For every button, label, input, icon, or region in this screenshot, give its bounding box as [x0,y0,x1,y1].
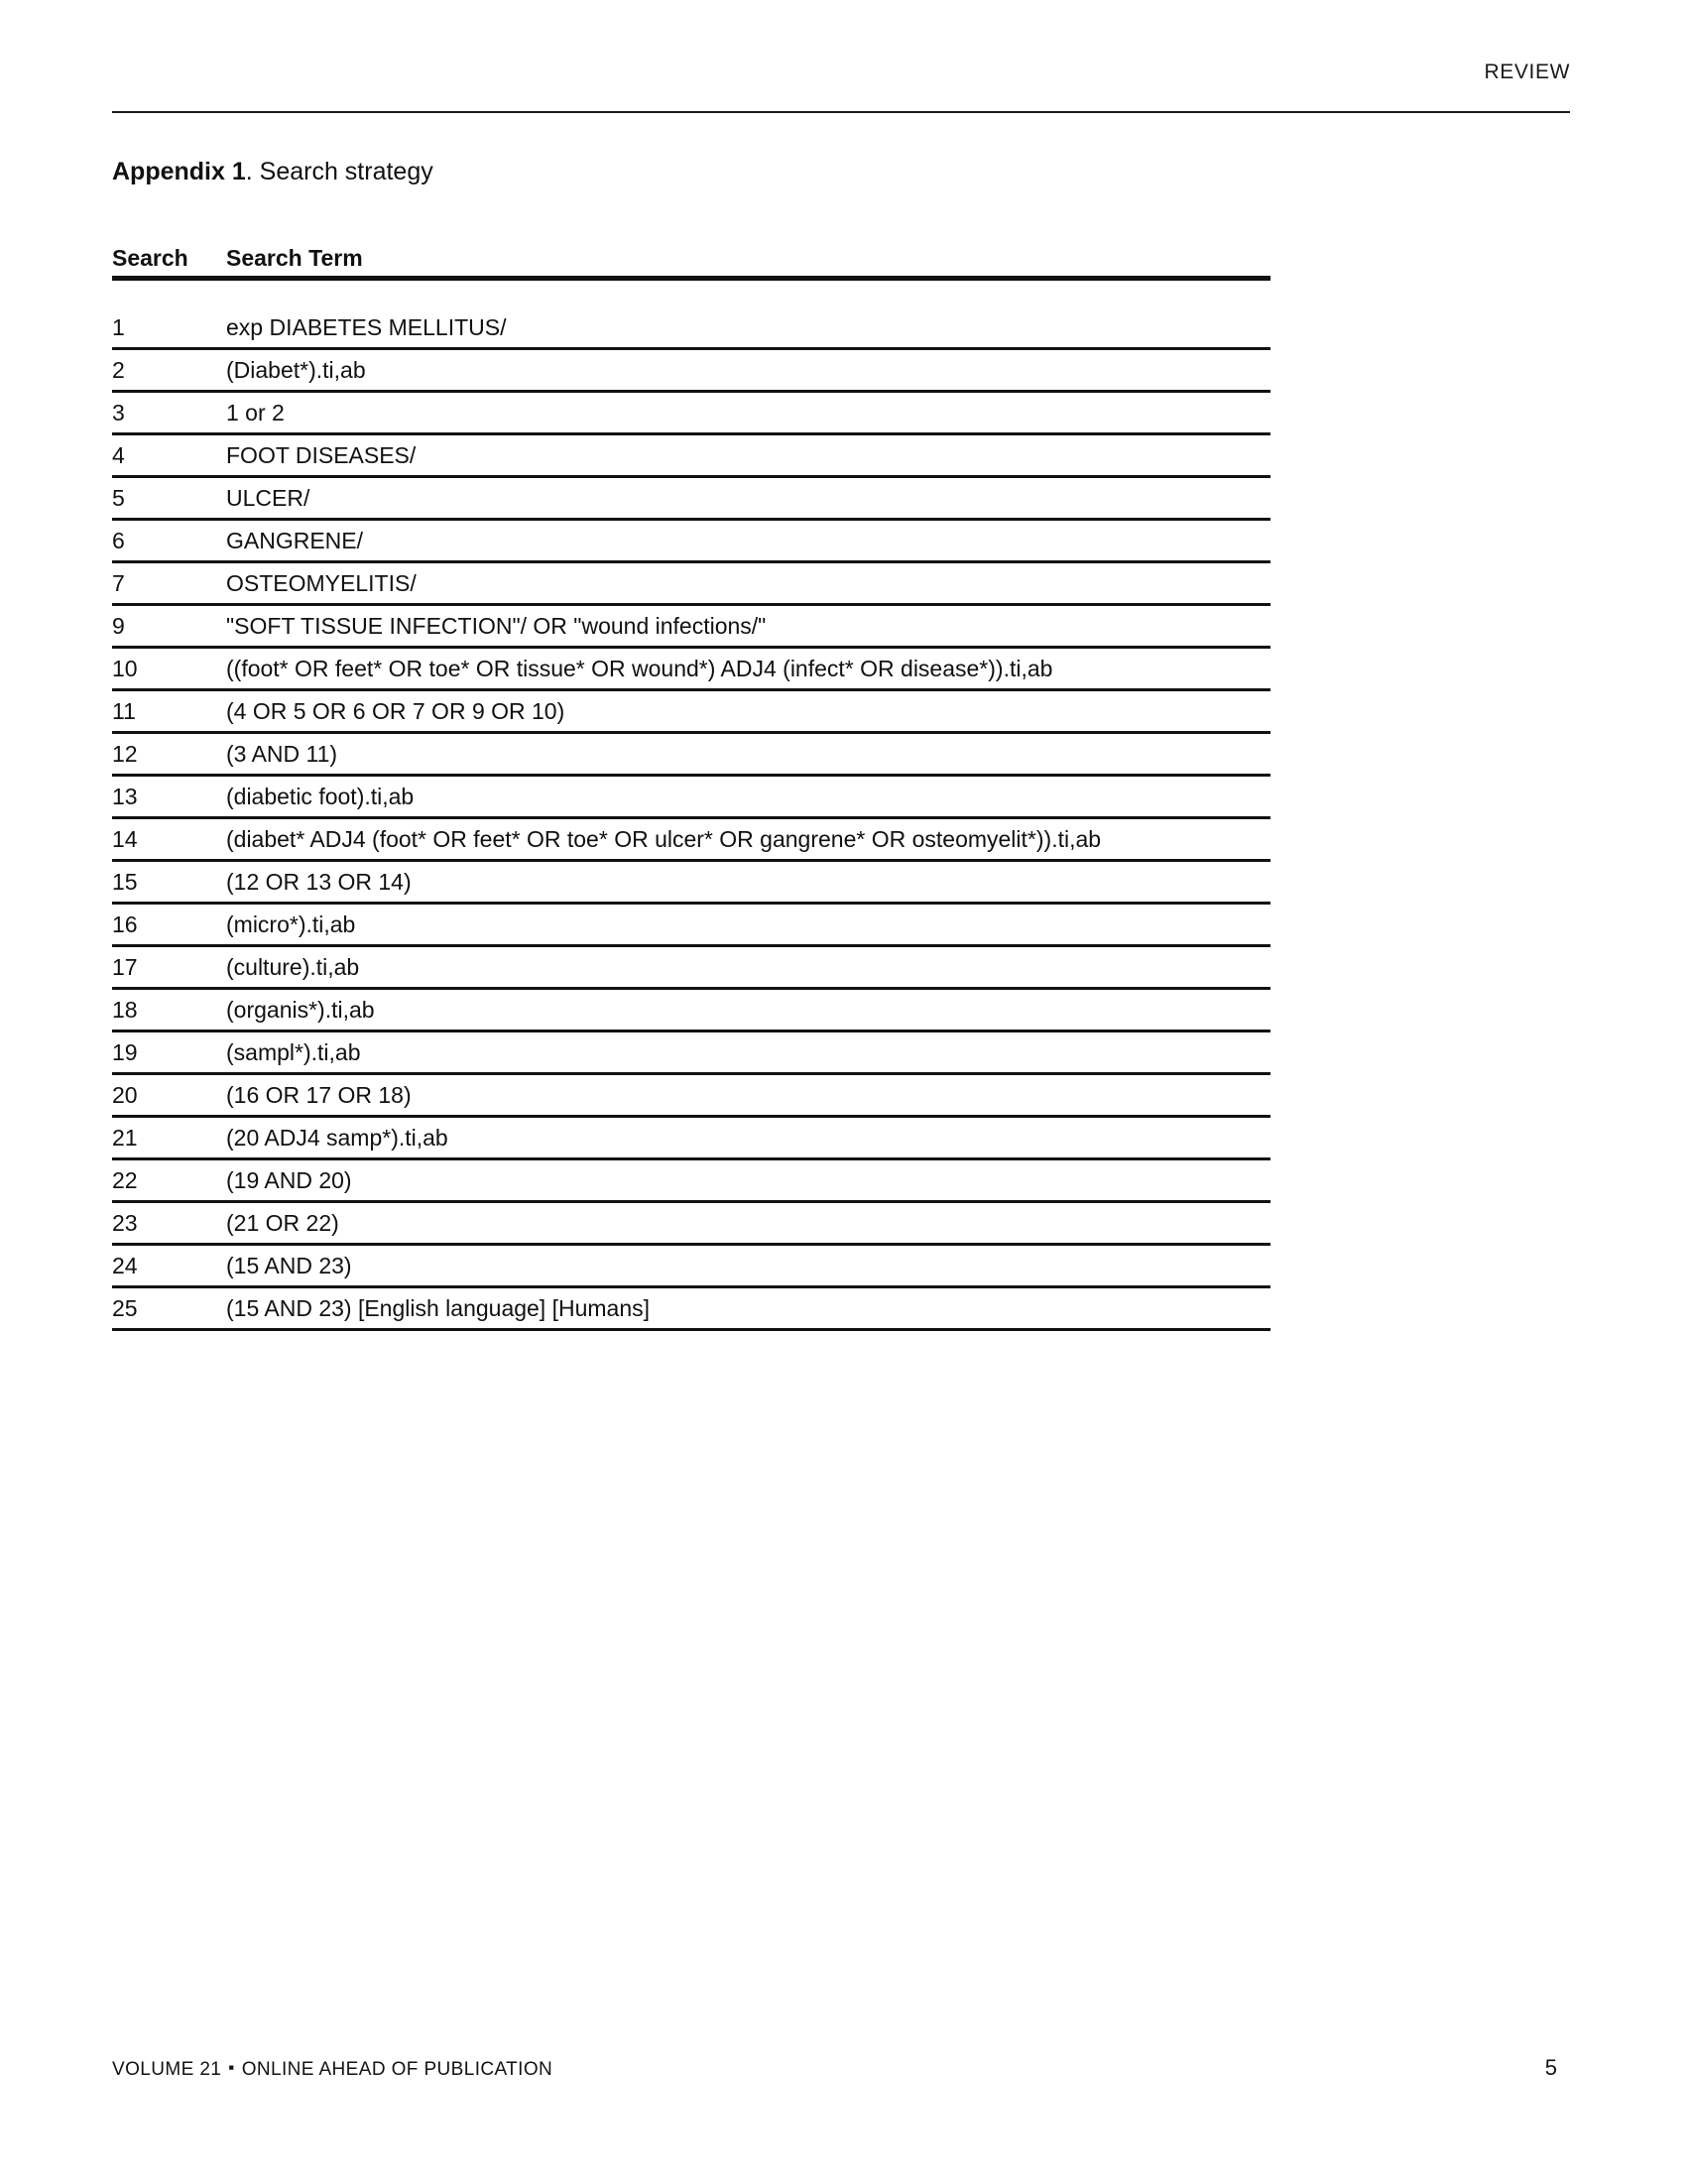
search-strategy-table [112,243,1270,1331]
cell-search-number: 10 [112,655,138,681]
header-rule [112,111,1570,113]
cell-search-number: 16 [112,910,138,937]
cell-search-term: (culture).ti,ab [226,953,360,980]
cell-search-term: (20 ADJ4 samp*).ti,ab [226,1124,448,1151]
page-number: 5 [1544,2055,1557,2080]
cell-search-number: 2 [112,356,125,383]
cell-search-term: exp DIABETES MELLITUS/ [226,313,507,340]
cell-search-term: (diabetic foot).ti,ab [226,783,415,809]
cell-search-number: 20 [112,1081,138,1108]
table-row [112,1160,1270,1203]
table-row [112,990,1270,1032]
cell-search-number: 5 [112,484,125,511]
footer-publication-status: ONLINE AHEAD OF PUBLICATION [241,2059,553,2080]
cell-search-number: 23 [112,1209,138,1236]
cell-search-number: 9 [112,612,125,639]
running-head: REVIEW [1484,61,1570,83]
appendix-caption-rest: . Search strategy [245,158,433,185]
table-row [112,947,1270,990]
table-row [112,734,1270,777]
cell-search-number: 11 [112,697,136,724]
table-row [112,350,1270,393]
cell-search-term: ULCER/ [226,484,310,511]
table-row [112,691,1270,734]
table-row [112,307,1270,350]
cell-search-term: (diabet* ADJ4 (foot* OR feet* OR toe* OR ulcer* OR gangrene* OR osteomyelit*)).ti,ab [226,825,1102,852]
footer-citation [112,2058,552,2081]
header-body-gap [112,281,1270,307]
column-header-search-term: Search Term [226,245,363,271]
cell-search-term: (21 OR 22) [226,1209,339,1236]
cell-search-number: 19 [112,1038,138,1065]
table-row [112,1246,1270,1288]
table-row [112,606,1270,649]
cell-search-term: (sampl*).ti,ab [226,1038,361,1065]
column-header-search: Search [112,245,188,271]
table-row [112,1075,1270,1118]
table-row [112,862,1270,905]
table-row [112,1203,1270,1246]
cell-search-term: (organis*).ti,ab [226,996,375,1023]
cell-search-number: 13 [112,783,138,809]
table-row [112,521,1270,563]
footer-separator-icon: ▪ [228,2058,235,2077]
cell-search-number: 17 [112,953,138,980]
cell-search-term: (3 AND 11) [226,740,338,767]
table-row [112,905,1270,947]
cell-search-number: 7 [112,569,125,596]
cell-search-term: (Diabet*).ti,ab [226,356,366,383]
cell-search-number: 22 [112,1166,138,1193]
cell-search-number: 3 [112,399,125,425]
cell-search-number: 21 [112,1124,138,1151]
cell-search-term: 1 or 2 [226,399,285,425]
table-row [112,1288,1270,1331]
cell-search-number: 25 [112,1294,138,1321]
cell-search-term: (micro*).ti,ab [226,910,356,937]
cell-search-term: ((foot* OR feet* OR toe* OR tissue* OR wound*) ADJ4 (infect* OR disease*)).ti,ab [226,655,1053,681]
table-row [112,393,1270,435]
cell-search-term: (12 OR 13 OR 14) [226,868,412,895]
table-row [112,435,1270,478]
footer-volume: VOLUME 21 [112,2059,222,2080]
table-body [112,307,1270,1331]
table-row [112,777,1270,819]
cell-search-number: 18 [112,996,138,1023]
cell-search-term: OSTEOMYELITIS/ [226,569,417,596]
appendix-caption-lead: Appendix 1 [112,158,246,185]
cell-search-number: 24 [112,1252,138,1278]
table-row [112,478,1270,521]
table-row [112,1118,1270,1160]
table-row [112,563,1270,606]
cell-search-number: 12 [112,740,138,767]
cell-search-term: "SOFT TISSUE INFECTION"/ OR "wound infections/" [226,612,767,639]
cell-search-term: GANGRENE/ [226,527,364,553]
page-footer [112,2055,1570,2081]
table-row [112,1032,1270,1075]
cell-search-number: 4 [112,441,125,468]
cell-search-number: 1 [112,313,125,340]
table-header-row [112,243,1270,281]
cell-search-term: (15 AND 23) [English language] [Humans] [226,1294,651,1321]
cell-search-number: 6 [112,527,125,553]
cell-search-term: (15 AND 23) [226,1252,352,1278]
appendix-caption [112,157,433,187]
table-row [112,819,1270,862]
cell-search-term: FOOT DISEASES/ [226,441,417,468]
cell-search-term: (19 AND 20) [226,1166,352,1193]
cell-search-number: 14 [112,825,138,852]
table-row [112,649,1270,691]
cell-search-number: 15 [112,868,138,895]
cell-search-term: (4 OR 5 OR 6 OR 7 OR 9 OR 10) [226,697,565,724]
cell-search-term: (16 OR 17 OR 18) [226,1081,412,1108]
